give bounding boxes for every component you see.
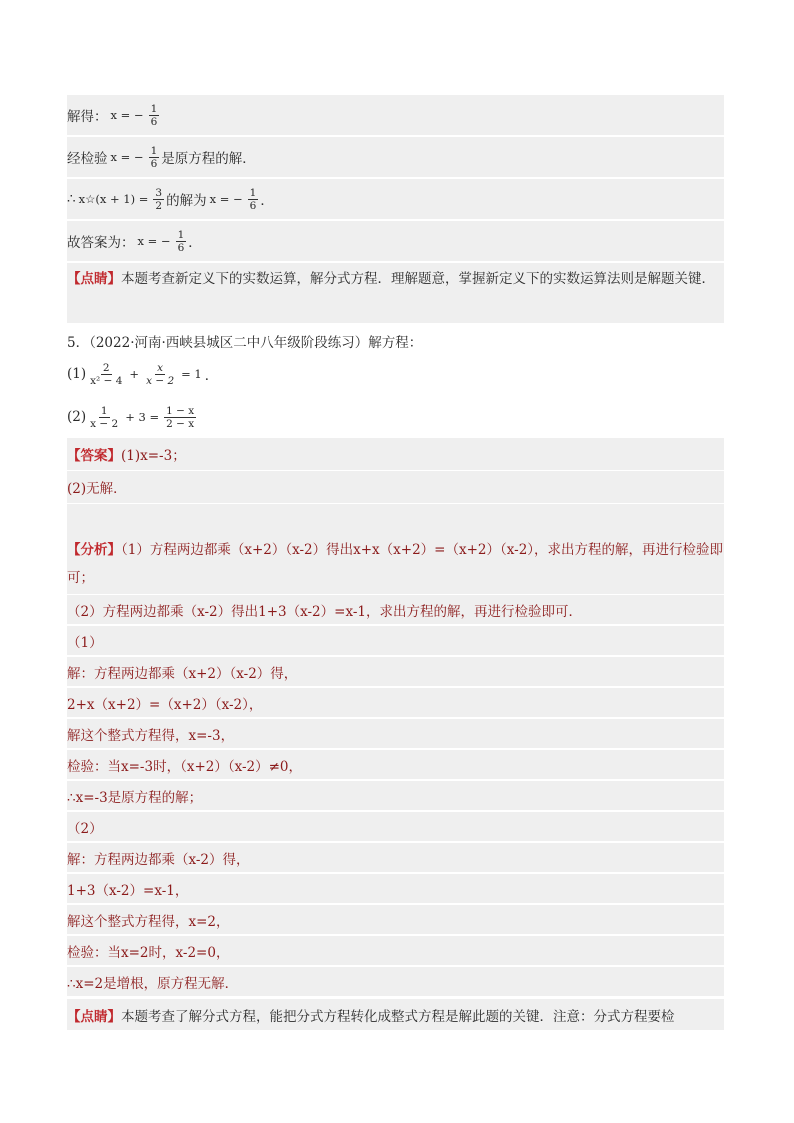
- solution-line-2: [67, 137, 724, 177]
- comment-block-1: [67, 263, 724, 323]
- answer-tag: 【答案】: [67, 448, 121, 464]
- fraction: [88, 405, 120, 430]
- math-op: +: [129, 367, 140, 381]
- fraction: [149, 145, 160, 170]
- comment-block-2: [67, 999, 724, 1030]
- line-text: ．: [188, 235, 202, 251]
- numerator: 1: [249, 186, 257, 199]
- line-text: 解得：: [67, 109, 108, 125]
- part-label: (1): [67, 366, 87, 382]
- math-expr: x = −: [110, 150, 144, 164]
- fraction: [88, 362, 124, 387]
- solution-step: [67, 874, 724, 903]
- blank-line: [67, 504, 724, 534]
- numerator: 1: [150, 102, 158, 115]
- numerator: 1: [100, 404, 108, 417]
- math-expr: + 3 =: [125, 410, 160, 424]
- solution-step: [67, 719, 724, 748]
- step-text: 检验：当x=-3时，（x+2）（x-2）≠0，: [67, 758, 303, 775]
- analysis-line-2: [67, 595, 724, 624]
- answer-text: (2)无解．: [67, 481, 127, 497]
- answer-line-1: [67, 438, 724, 470]
- question-5-part-2: [67, 398, 724, 436]
- fraction: [248, 187, 259, 212]
- fraction: [149, 103, 160, 128]
- step-text: （2）: [67, 820, 103, 837]
- denominator: x − 2: [146, 374, 175, 387]
- solution-step: [67, 750, 724, 779]
- solution-line-1: [67, 95, 724, 135]
- analysis-text: （2）方程两边都乘（x-2）得出1+3（x-2）=x-1，求出方程的解，再进行检验即可．: [67, 603, 582, 620]
- solution-step: [67, 688, 724, 717]
- step-text: 检验：当x=2时，x-2=0，: [67, 944, 230, 961]
- denominator: 6: [150, 115, 158, 128]
- denominator: x − 2: [90, 417, 119, 430]
- solution-step: [67, 626, 724, 655]
- math-expr: x☆(x + 1) =: [78, 192, 149, 206]
- line-text: 的解为: [166, 193, 207, 209]
- line-text: 是原方程的解．: [161, 151, 256, 167]
- denominator: 2 − x: [166, 417, 195, 430]
- denominator: 6: [177, 241, 185, 254]
- line-text: ．: [204, 368, 219, 384]
- comment-tag: 【点睛】: [67, 1008, 121, 1025]
- denominator: 2: [155, 199, 163, 212]
- denominator: 6: [150, 157, 158, 170]
- question-5-title: [67, 328, 724, 354]
- step-text: 1+3（x-2）=x-1，: [67, 882, 189, 899]
- step-text: 解这个整式方程得，x=-3，: [67, 727, 235, 744]
- line-text: 经检验: [67, 151, 108, 167]
- numerator: 1: [177, 228, 185, 241]
- question-title: 5．（2022·河南·西峡县城区二中八年级阶段练习）解方程：: [67, 335, 423, 351]
- step-text: 解这个整式方程得，x=2，: [67, 913, 230, 930]
- numerator: 1 − x: [166, 404, 195, 417]
- solution-step: [67, 781, 724, 810]
- solution-step: [67, 936, 724, 965]
- denominator: x² − 4: [90, 374, 123, 387]
- solution-line-3: [67, 179, 724, 219]
- comment-text: 本题考查了解分式方程，能把分式方程转化成整式方程是解此题的关键．注意：分式方程要检: [121, 1008, 675, 1025]
- line-text: ．: [260, 193, 274, 209]
- fraction: [164, 405, 196, 430]
- fraction: [144, 362, 176, 387]
- answer-text: (1)x=-3；: [121, 448, 186, 464]
- step-text: ∴x=2是增根，原方程无解．: [67, 975, 239, 992]
- solution-step: [67, 812, 724, 841]
- fraction: [176, 229, 187, 254]
- line-text: 故答案为：: [67, 235, 135, 251]
- fraction: [153, 187, 164, 212]
- line-text: ∴: [67, 191, 76, 207]
- solution-line-4: [67, 221, 724, 261]
- numerator: 3: [155, 186, 163, 199]
- math-expr: x = −: [137, 234, 171, 248]
- analysis-tag: 【分析】: [67, 542, 121, 558]
- solution-step: [67, 967, 724, 996]
- analysis-block: [67, 534, 724, 594]
- question-5-part-1: [67, 356, 724, 392]
- math-expr: x = −: [209, 192, 243, 206]
- step-text: ∴x=-3是原方程的解；: [67, 789, 203, 806]
- numerator: x: [157, 361, 164, 374]
- denominator: 6: [249, 199, 257, 212]
- comment-text: 本题考查新定义下的实数运算，解分式方程．理解题意，掌握新定义下的实数运算法则是解题关键．: [121, 271, 715, 287]
- solution-step: [67, 843, 724, 872]
- numerator: 2: [102, 361, 110, 374]
- part-label: (2): [67, 409, 87, 425]
- numerator: 1: [150, 144, 158, 157]
- step-text: （1）: [67, 634, 103, 651]
- math-expr: = 1: [181, 367, 202, 381]
- step-text: 2+x（x+2）=（x+2）（x-2），: [67, 696, 263, 713]
- step-text: 解：方程两边都乘（x-2）得，: [67, 851, 250, 868]
- solution-step: [67, 657, 724, 686]
- comment-tag: 【点睛】: [67, 271, 121, 287]
- math-expr: x = −: [110, 108, 144, 122]
- solution-step: [67, 905, 724, 934]
- analysis-text: （1）方程两边都乘（x+2）（x-2）得出x+x（x+2）=（x+2）（x-2），求出方程的解，再进行检验即可；: [67, 542, 724, 586]
- step-text: 解：方程两边都乘（x+2）（x-2）得，: [67, 665, 298, 682]
- answer-line-2: [67, 471, 724, 503]
